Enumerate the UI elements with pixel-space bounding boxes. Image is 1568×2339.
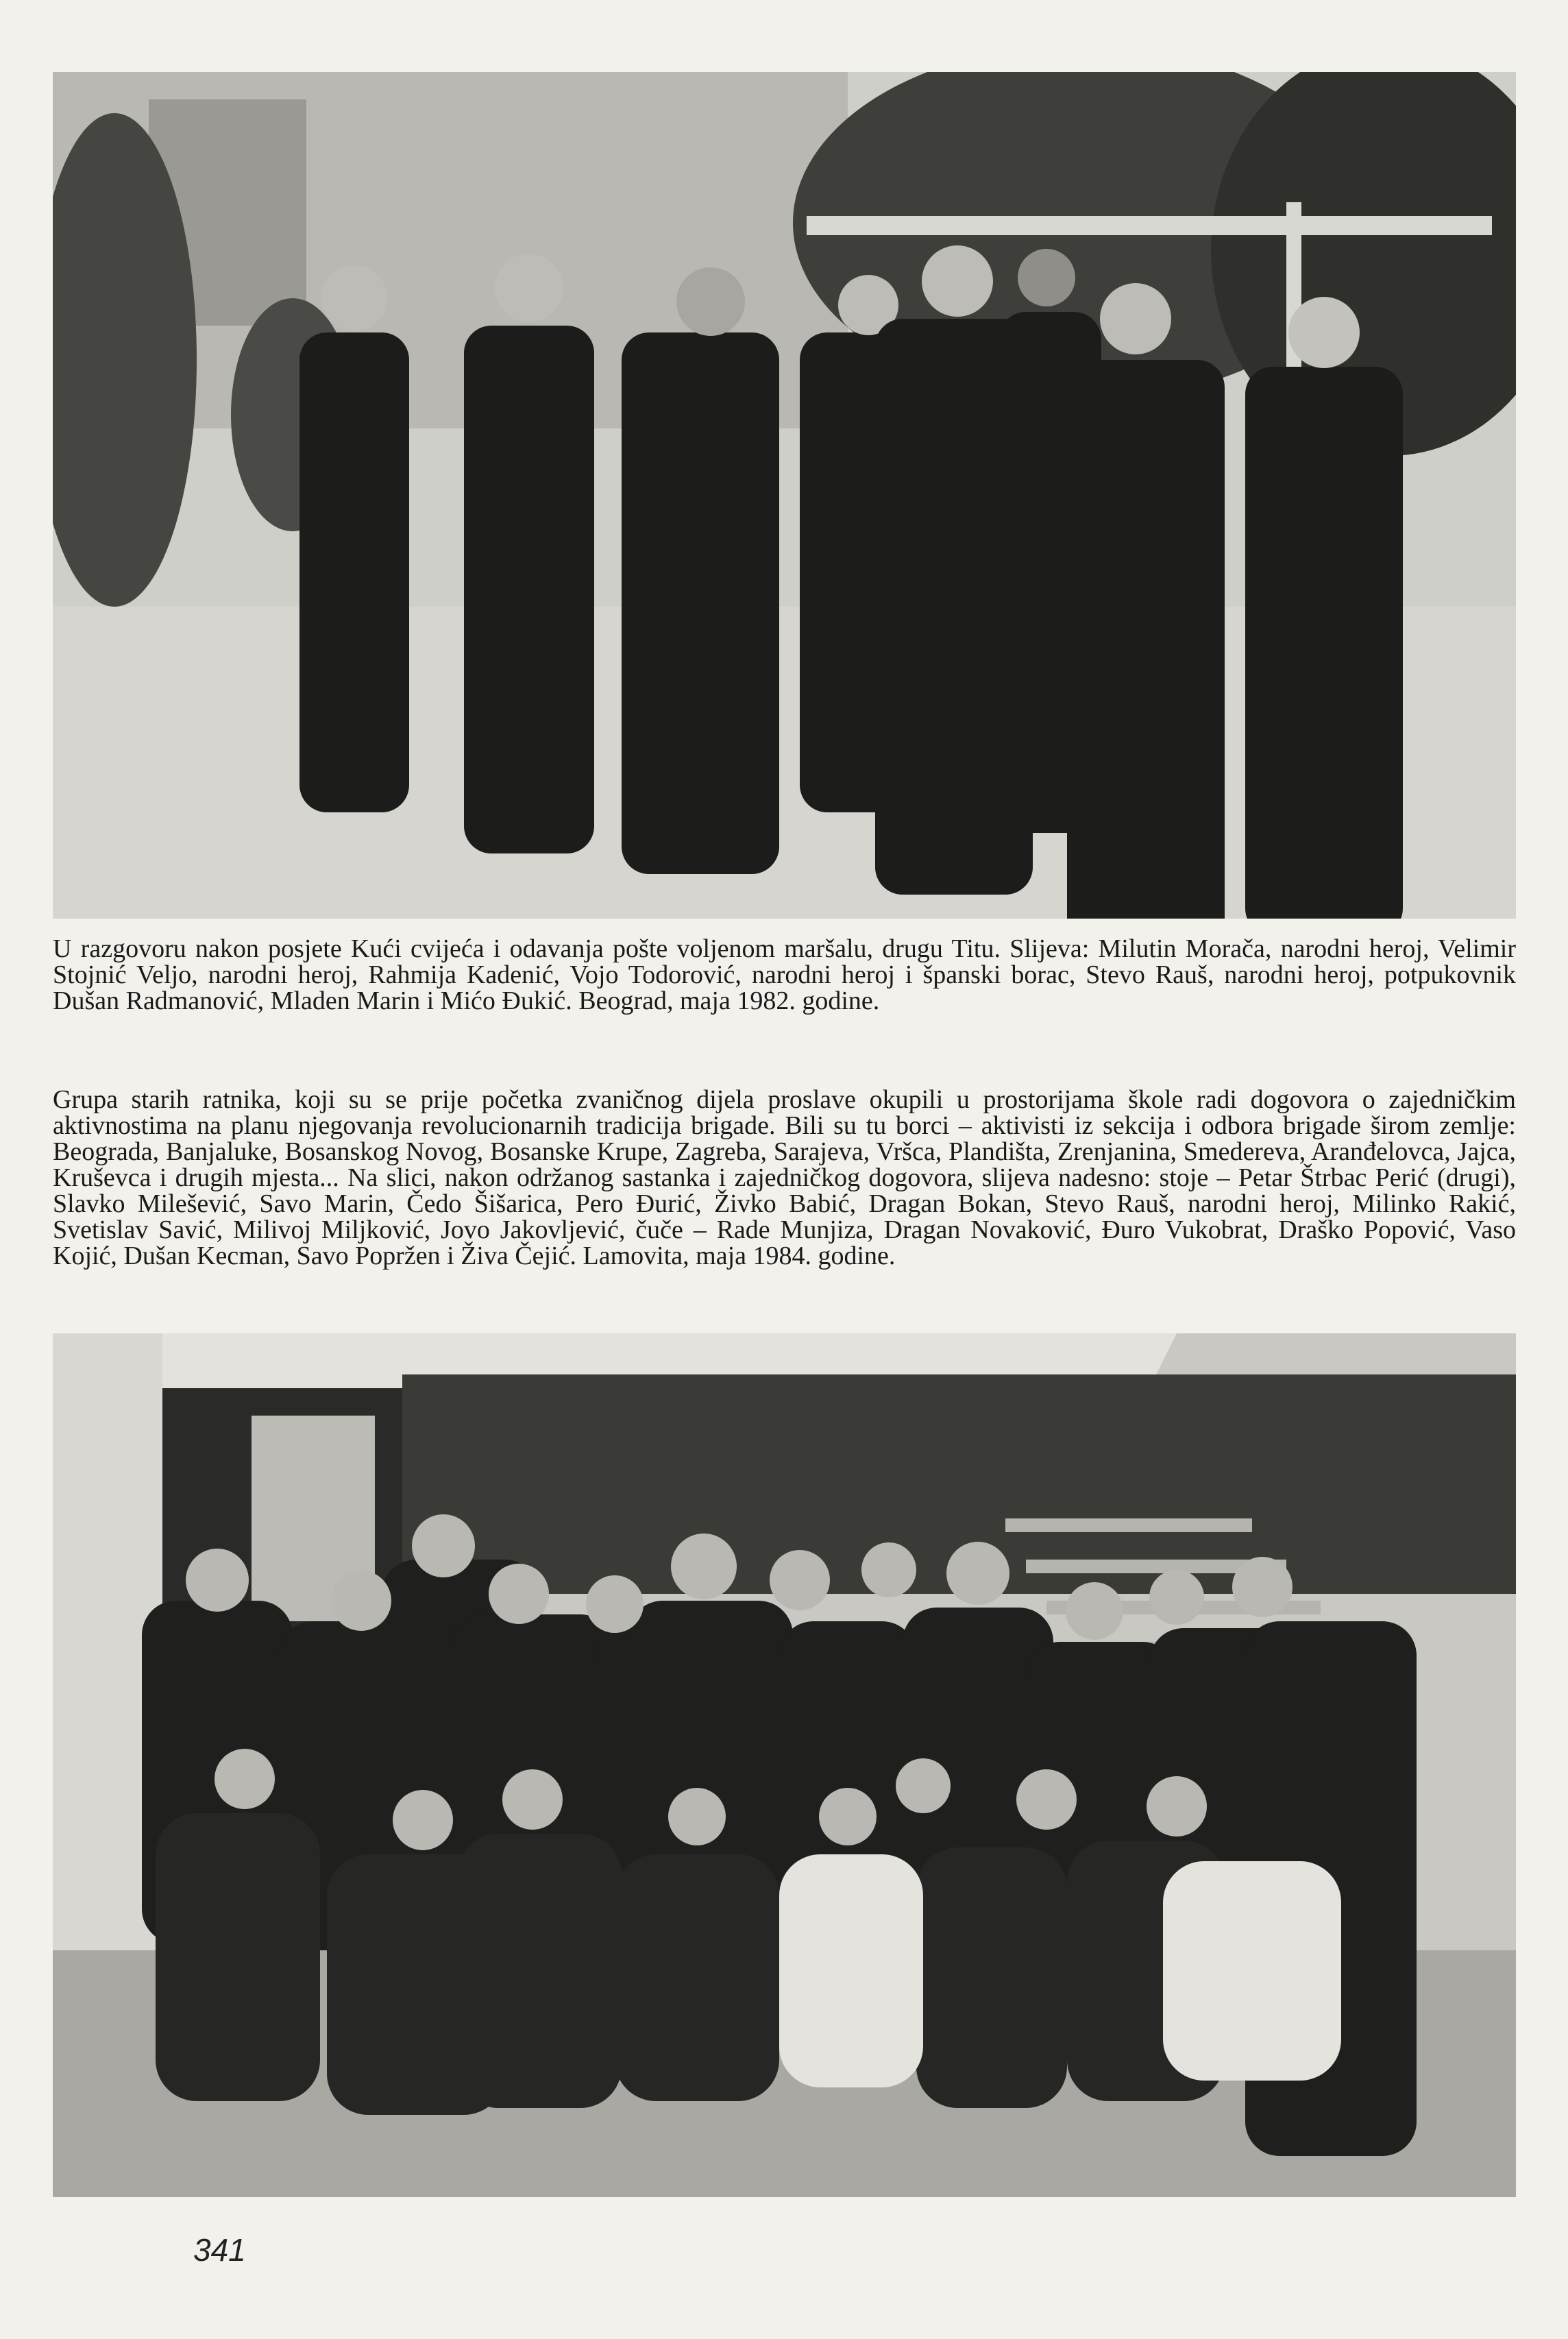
photo-walking-group: [53, 72, 1516, 919]
photo-group-portrait: [53, 1333, 1516, 2197]
caption-bottom: Grupa starih ratnika, koji su se prije početka zvaničnog dijela proslave okupili u prostorijama škole radi dogovora o zajedničkim aktivnostima na planu njegovanja revolucionarnih tradicija brigade. Bili su tu borci – aktivisti iz sekcija i odbora brigade širom zemlje: Beograda, Banjaluke, Bosanskog Novog, Bosanske Krupe, Zagreba, Sarajeva, Vršca, Plandišta, Zrenjanina, Smedereva, Aranđelovca, Jajca, Kruševca i drugih mjesta... Na slici, nakon održanog sastanka i zajedničkog dogovora, slijeva nadesno: stoje – Petar Štrbac Perić (drugi), Slavko Milešević, Savo Marin, Čedo Šišarica, Pero Đurić, Živko Babić, Dragan Bokan, Stevo Rauš, narodni heroj, Milinko Rakić, Svetislav Savić, Milivoj Miljković, Jovo Jakovljević, čuče – Rade Munjiza, Dragan Novaković, Đuro Vukobrat, Draško Popović, Vaso Kojić, Dušan Kecman, Savo Popržen i Živa Čejić. Lamovita, maja 1984. godine.: [53, 1085, 1516, 1270]
photo-group-portrait-image: [53, 1333, 1516, 2197]
page-number: 341: [193, 2232, 246, 2268]
photo-walking-group-image: [53, 72, 1516, 919]
caption-top: U razgovoru nakon posjete Kući cvijeća i odavanja pošte voljenom maršalu, drugu Titu. Slijeva: Milutin Morača, narodni heroj, Velimir Stojnić Veljo, narodni heroj, Rahmija Kadenić, Vojo Todorović, narodni heroj i španski borac, Stevo Rauš, narodni heroj, potpukovnik Dušan Radmanović, Mladen Marin i Mićo Đukić. Beograd, maja 1982. godine.: [53, 934, 1516, 1015]
